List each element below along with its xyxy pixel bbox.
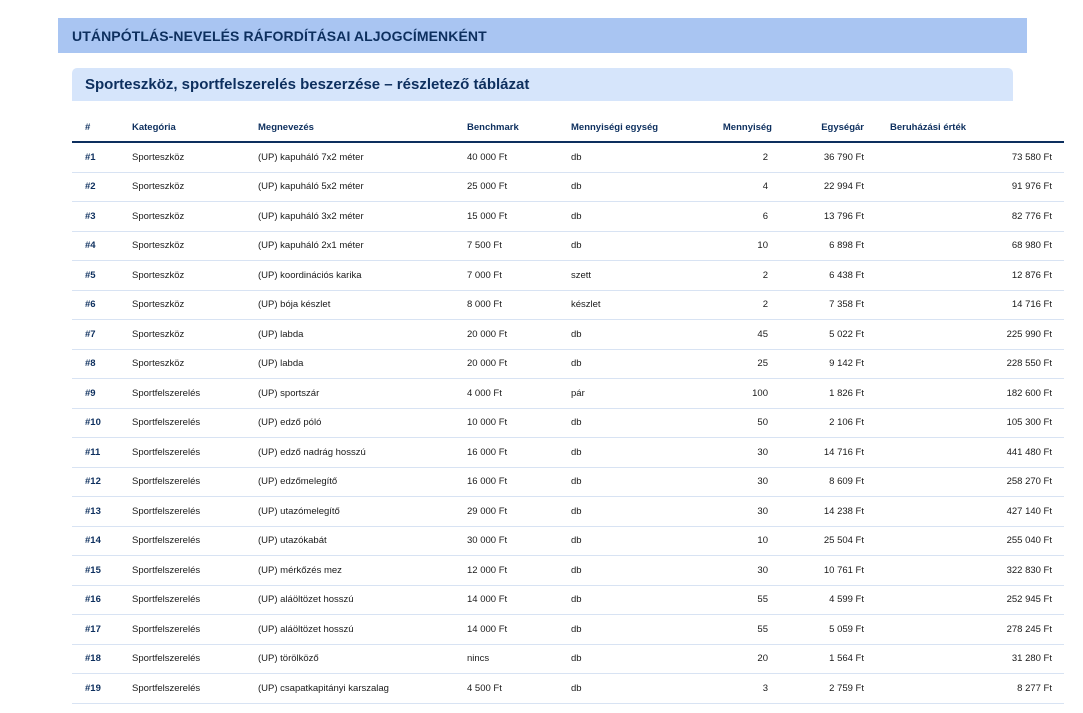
cell-total: 225 990 Ft (864, 320, 1064, 350)
cell-quantity: 100 (696, 379, 772, 409)
cell-name: (UP) labda (258, 349, 467, 379)
cell-total: 68 980 Ft (864, 231, 1064, 261)
cell-total: 73 580 Ft (864, 142, 1064, 172)
cell-unit: db (571, 408, 696, 438)
cell-total: 228 550 Ft (864, 349, 1064, 379)
cell-benchmark: 29 000 Ft (467, 497, 571, 527)
cell-name: (UP) bója készlet (258, 290, 467, 320)
cell-name: (UP) utazókabát (258, 526, 467, 556)
cell-num: #4 (72, 231, 132, 261)
column-header-unit: Mennyiségi egység (571, 113, 696, 142)
column-header-category: Kategória (132, 113, 258, 142)
cell-benchmark: 14 000 Ft (467, 585, 571, 615)
cell-quantity: 55 (696, 615, 772, 645)
cell-benchmark: 7 000 Ft (467, 261, 571, 291)
cell-num: #10 (72, 408, 132, 438)
cell-name: (UP) koordinációs karika (258, 261, 467, 291)
table-row (72, 585, 1064, 615)
cell-category: Sporteszköz (132, 261, 258, 291)
cell-benchmark: 40 000 Ft (467, 142, 571, 172)
cell-total: 182 600 Ft (864, 379, 1064, 409)
cell-unit-price: 14 238 Ft (772, 497, 864, 527)
cell-total: 255 040 Ft (864, 526, 1064, 556)
table-row (72, 379, 1064, 409)
cell-category: Sporteszköz (132, 290, 258, 320)
cell-category: Sporteszköz (132, 142, 258, 172)
cell-num: #17 (72, 615, 132, 645)
page-title: UTÁNPÓTLÁS-NEVELÉS RÁFORDÍTÁSAI ALJOGCÍMENKÉNT (72, 27, 487, 44)
cell-unit-price: 8 609 Ft (772, 467, 864, 497)
table-row (72, 261, 1064, 291)
cell-name: (UP) edzőmelegítő (258, 467, 467, 497)
table-row (72, 202, 1064, 232)
cell-total: 82 776 Ft (864, 202, 1064, 232)
cell-quantity: 10 (696, 526, 772, 556)
cell-unit: db (571, 142, 696, 172)
table-row (72, 674, 1064, 704)
cell-category: Sportfelszerelés (132, 644, 258, 674)
cell-name: (UP) edző nadrág hosszú (258, 438, 467, 468)
cell-unit: db (571, 202, 696, 232)
cell-unit: db (571, 585, 696, 615)
cell-benchmark: 16 000 Ft (467, 467, 571, 497)
cell-unit: db (571, 644, 696, 674)
cell-unit-price: 25 504 Ft (772, 526, 864, 556)
table-header-row (72, 113, 1064, 142)
table-row (72, 615, 1064, 645)
cell-category: Sportfelszerelés (132, 438, 258, 468)
table-row (72, 290, 1064, 320)
cell-category: Sportfelszerelés (132, 379, 258, 409)
table-row (72, 172, 1064, 202)
table-row (72, 408, 1064, 438)
table-row (72, 349, 1064, 379)
cell-benchmark: 25 000 Ft (467, 172, 571, 202)
cell-unit-price: 5 059 Ft (772, 615, 864, 645)
table-row (72, 142, 1064, 172)
table-row (72, 644, 1064, 674)
cell-num: #11 (72, 438, 132, 468)
cell-quantity: 30 (696, 467, 772, 497)
cell-quantity: 2 (696, 290, 772, 320)
cell-name: (UP) kapuháló 7x2 méter (258, 142, 467, 172)
cell-benchmark: 14 000 Ft (467, 615, 571, 645)
cell-benchmark: 4 500 Ft (467, 674, 571, 704)
cell-unit: db (571, 172, 696, 202)
cell-total: 322 830 Ft (864, 556, 1064, 586)
cell-quantity: 10 (696, 231, 772, 261)
cell-benchmark: 16 000 Ft (467, 438, 571, 468)
cell-num: #8 (72, 349, 132, 379)
cell-name: (UP) törölköző (258, 644, 467, 674)
cell-num: #6 (72, 290, 132, 320)
cell-category: Sporteszköz (132, 202, 258, 232)
column-header-num: # (72, 113, 132, 142)
cell-num: #19 (72, 674, 132, 704)
cell-name: (UP) labda (258, 320, 467, 350)
section-title: Sporteszköz, sportfelszerelés beszerzése – részletező táblázat (85, 76, 530, 93)
cell-benchmark: 12 000 Ft (467, 556, 571, 586)
cell-num: #16 (72, 585, 132, 615)
cell-benchmark: nincs (467, 644, 571, 674)
cell-total: 91 976 Ft (864, 172, 1064, 202)
cell-num: #7 (72, 320, 132, 350)
cell-total: 12 876 Ft (864, 261, 1064, 291)
column-header-benchmark: Benchmark (467, 113, 571, 142)
cell-name: (UP) aláöltözet hosszú (258, 615, 467, 645)
cell-category: Sportfelszerelés (132, 615, 258, 645)
cell-total: 441 480 Ft (864, 438, 1064, 468)
cell-quantity: 4 (696, 172, 772, 202)
cell-unit-price: 1 826 Ft (772, 379, 864, 409)
cell-unit-price: 7 358 Ft (772, 290, 864, 320)
cell-quantity: 45 (696, 320, 772, 350)
cell-category: Sporteszköz (132, 172, 258, 202)
cell-benchmark: 10 000 Ft (467, 408, 571, 438)
cell-name: (UP) aláöltözet hosszú (258, 585, 467, 615)
cell-total: 8 277 Ft (864, 674, 1064, 704)
cell-num: #3 (72, 202, 132, 232)
cell-quantity: 2 (696, 142, 772, 172)
cell-unit: készlet (571, 290, 696, 320)
cell-quantity: 55 (696, 585, 772, 615)
cell-total: 427 140 Ft (864, 497, 1064, 527)
cell-unit-price: 9 142 Ft (772, 349, 864, 379)
table-row (72, 467, 1064, 497)
table-row (72, 497, 1064, 527)
cell-category: Sporteszköz (132, 231, 258, 261)
cell-unit-price: 2 759 Ft (772, 674, 864, 704)
cell-name: (UP) kapuháló 3x2 méter (258, 202, 467, 232)
cell-unit-price: 4 599 Ft (772, 585, 864, 615)
cell-category: Sportfelszerelés (132, 585, 258, 615)
cell-benchmark: 20 000 Ft (467, 320, 571, 350)
cell-category: Sportfelszerelés (132, 526, 258, 556)
cell-quantity: 20 (696, 644, 772, 674)
cell-unit: szett (571, 261, 696, 291)
cell-category: Sportfelszerelés (132, 408, 258, 438)
cell-quantity: 3 (696, 674, 772, 704)
cell-num: #5 (72, 261, 132, 291)
cell-quantity: 25 (696, 349, 772, 379)
cell-name: (UP) mérkőzés mez (258, 556, 467, 586)
cell-benchmark: 30 000 Ft (467, 526, 571, 556)
cell-num: #15 (72, 556, 132, 586)
cell-num: #2 (72, 172, 132, 202)
cell-unit-price: 14 716 Ft (772, 438, 864, 468)
cell-unit-price: 1 564 Ft (772, 644, 864, 674)
cell-num: #14 (72, 526, 132, 556)
cell-unit-price: 36 790 Ft (772, 142, 864, 172)
cell-num: #9 (72, 379, 132, 409)
cell-unit: db (571, 467, 696, 497)
cell-unit: db (571, 497, 696, 527)
cell-total: 278 245 Ft (864, 615, 1064, 645)
cell-total: 252 945 Ft (864, 585, 1064, 615)
cell-unit: db (571, 438, 696, 468)
cell-category: Sporteszköz (132, 349, 258, 379)
cell-quantity: 30 (696, 497, 772, 527)
column-header-total: Beruházási érték (864, 113, 1064, 142)
cell-unit-price: 2 106 Ft (772, 408, 864, 438)
cell-quantity: 2 (696, 261, 772, 291)
table-row (72, 438, 1064, 468)
cell-unit: db (571, 349, 696, 379)
table-body (72, 142, 1064, 703)
page-header (58, 18, 1027, 53)
cell-benchmark: 20 000 Ft (467, 349, 571, 379)
cell-unit-price: 5 022 Ft (772, 320, 864, 350)
cell-total: 14 716 Ft (864, 290, 1064, 320)
cell-quantity: 30 (696, 438, 772, 468)
cell-quantity: 6 (696, 202, 772, 232)
cell-unit: db (571, 526, 696, 556)
cell-benchmark: 7 500 Ft (467, 231, 571, 261)
cell-total: 258 270 Ft (864, 467, 1064, 497)
cell-unit: db (571, 674, 696, 704)
column-header-name: Megnevezés (258, 113, 467, 142)
cell-benchmark: 15 000 Ft (467, 202, 571, 232)
cell-unit-price: 22 994 Ft (772, 172, 864, 202)
cell-quantity: 50 (696, 408, 772, 438)
cell-unit-price: 10 761 Ft (772, 556, 864, 586)
table-row (72, 556, 1064, 586)
cell-num: #13 (72, 497, 132, 527)
cell-benchmark: 4 000 Ft (467, 379, 571, 409)
section-header (72, 68, 1013, 101)
cell-unit: db (571, 231, 696, 261)
cell-total: 105 300 Ft (864, 408, 1064, 438)
cell-quantity: 30 (696, 556, 772, 586)
column-header-unit-price: Egységár (772, 113, 864, 142)
cell-total: 31 280 Ft (864, 644, 1064, 674)
cell-category: Sportfelszerelés (132, 467, 258, 497)
cell-category: Sporteszköz (132, 320, 258, 350)
cell-name: (UP) edző póló (258, 408, 467, 438)
table-row (72, 231, 1064, 261)
cell-unit: pár (571, 379, 696, 409)
cell-category: Sportfelszerelés (132, 497, 258, 527)
cell-category: Sportfelszerelés (132, 674, 258, 704)
cell-name: (UP) sportszár (258, 379, 467, 409)
cell-num: #12 (72, 467, 132, 497)
cell-unit-price: 6 438 Ft (772, 261, 864, 291)
cell-unit: db (571, 615, 696, 645)
cell-name: (UP) utazómelegítő (258, 497, 467, 527)
table-row (72, 526, 1064, 556)
equipment-table (72, 113, 1064, 704)
cell-name: (UP) kapuháló 2x1 méter (258, 231, 467, 261)
cell-name: (UP) kapuháló 5x2 méter (258, 172, 467, 202)
cell-num: #18 (72, 644, 132, 674)
cell-unit-price: 13 796 Ft (772, 202, 864, 232)
cell-num: #1 (72, 142, 132, 172)
table-header (72, 113, 1064, 142)
cell-unit: db (571, 556, 696, 586)
table-row (72, 320, 1064, 350)
equipment-table-container (72, 113, 1052, 704)
cell-unit: db (571, 320, 696, 350)
column-header-quantity: Mennyiség (696, 113, 772, 142)
cell-unit-price: 6 898 Ft (772, 231, 864, 261)
cell-benchmark: 8 000 Ft (467, 290, 571, 320)
cell-name: (UP) csapatkapitányi karszalag (258, 674, 467, 704)
cell-category: Sportfelszerelés (132, 556, 258, 586)
